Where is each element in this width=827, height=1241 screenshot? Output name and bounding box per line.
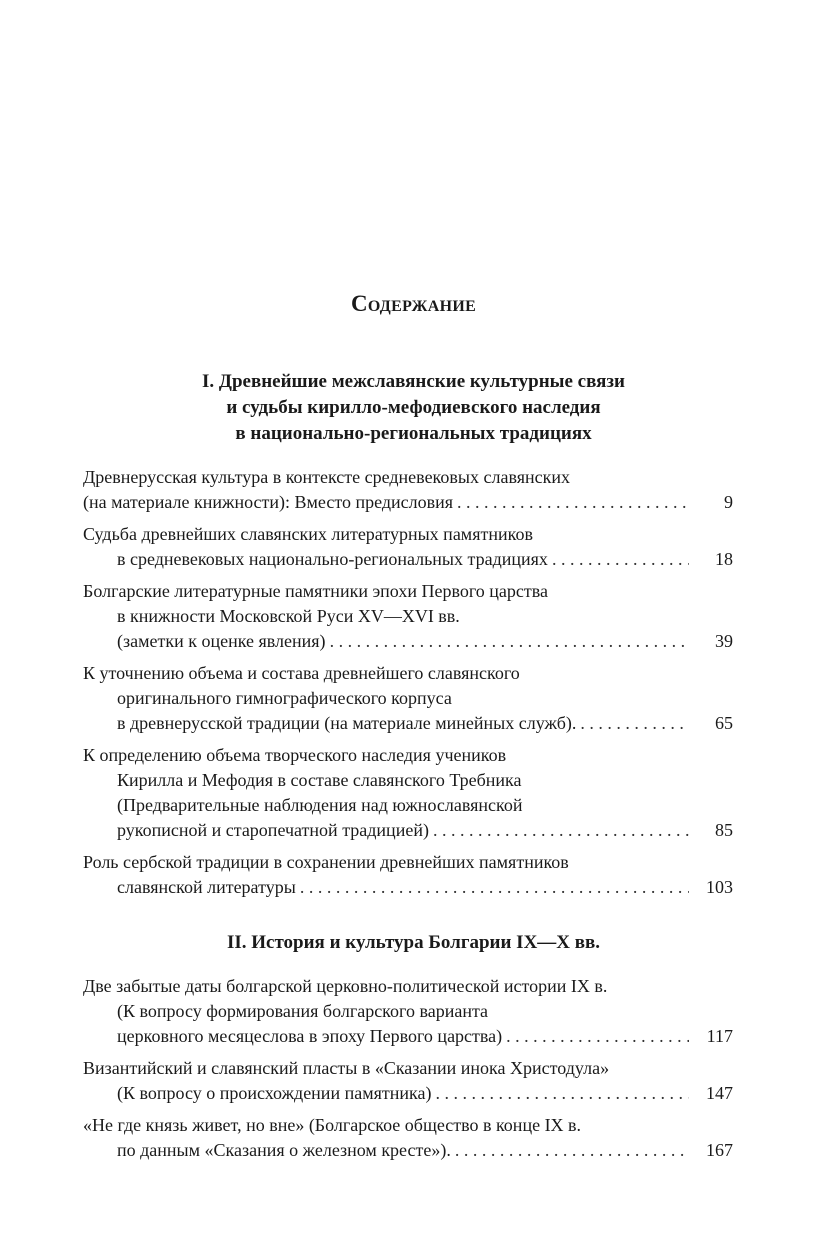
leader-dots (576, 711, 689, 736)
entry-text: (на материале книжности): Вместо предисловия (83, 492, 454, 512)
section-heading-line: I. Древнейшие межславянские культурные связи (202, 371, 625, 392)
page-number: 39 (715, 631, 733, 651)
page-number: 167 (706, 1140, 733, 1160)
entry-text: Болгарские литературные памятники эпохи Первого царства (83, 581, 549, 601)
toc-entry[interactable] (83, 522, 733, 572)
entry-text: (К вопросу формирования болгарского варианта (117, 1001, 489, 1021)
entry-text: в древнерусской традиции (на материале минейных служб). (117, 713, 577, 733)
leader-dots (429, 818, 689, 843)
entry-text: Две забытые даты болгарской церковно-политической истории IX в. (83, 976, 608, 996)
toc-entry[interactable] (83, 743, 733, 843)
page-number: 103 (706, 877, 733, 897)
entry-text: К уточнению объема и состава древнейшего славянского (83, 663, 520, 683)
toc-section-1 (83, 465, 733, 907)
section-heading-1 (0, 369, 827, 447)
leader-dots (502, 1024, 689, 1049)
section-heading-line: и судьбы кирилло-мефодиевского наследия (226, 397, 601, 418)
toc-entry[interactable] (83, 465, 733, 515)
entry-text: церковного месяцеслова в эпоху Первого царства) (117, 1026, 503, 1046)
leader-dots (431, 1081, 689, 1106)
entry-text: «Не где князь живет, но вне» (Болгарское общество в конце IX в. (83, 1115, 582, 1135)
toc-entry[interactable] (83, 850, 733, 900)
leader-dots (453, 490, 689, 515)
leader-dots (451, 1138, 689, 1163)
entry-text: К определению объема творческого наследия учеников (83, 745, 507, 765)
entry-text: Судьба древнейших славянских литературных памятников (83, 524, 533, 544)
toc-entry[interactable] (83, 974, 733, 1049)
toc-entry[interactable] (83, 579, 733, 654)
entry-text: Роль сербской традиции в сохранении древнейших памятников (83, 852, 569, 872)
entry-text: (К вопросу о происхождении памятника) (117, 1083, 432, 1103)
entry-text: рукописной и старопечатной традицией) (117, 820, 429, 840)
toc-entry[interactable] (83, 661, 733, 736)
page-title: Содержание (350, 291, 477, 316)
entry-text: Византийский и славянский пласты в «Сказании инока Христодула» (83, 1058, 610, 1078)
leader-dots (326, 629, 689, 654)
section-heading-2 (0, 930, 827, 956)
entry-text: оригинального гимнографического корпуса (117, 688, 452, 708)
page-number: 18 (715, 549, 733, 569)
toc-entry[interactable] (83, 1113, 733, 1163)
section-heading-line: II. История и культура Болгарии IX—X вв. (226, 932, 601, 953)
entry-text: (Предварительные наблюдения над южнославянской (117, 795, 523, 815)
leader-dots (548, 547, 689, 572)
toc-section-2 (83, 974, 733, 1170)
entry-text: (заметки к оценке явления) (117, 631, 326, 651)
entry-text: по данным «Сказания о железном кресте»). (117, 1140, 451, 1160)
leader-dots (296, 875, 689, 900)
page-number: 85 (715, 820, 733, 840)
section-heading-line: в национально-региональных традициях (235, 423, 592, 444)
entry-text: в средневековых национально-региональных традициях (117, 549, 548, 569)
entry-text: в книжности Московской Руси XV—XVI вв. (117, 606, 460, 626)
page-number: 117 (706, 1026, 733, 1046)
page-number: 9 (724, 492, 733, 512)
page-number: 65 (715, 713, 733, 733)
entry-text: Древнерусская культура в контексте средневековых славянских (83, 467, 570, 487)
toc-entry[interactable] (83, 1056, 733, 1106)
entry-text: славянской литературы (117, 877, 296, 897)
entry-text: Кирилла и Мефодия в составе славянского Требника (117, 770, 522, 790)
page-number: 147 (706, 1083, 733, 1103)
